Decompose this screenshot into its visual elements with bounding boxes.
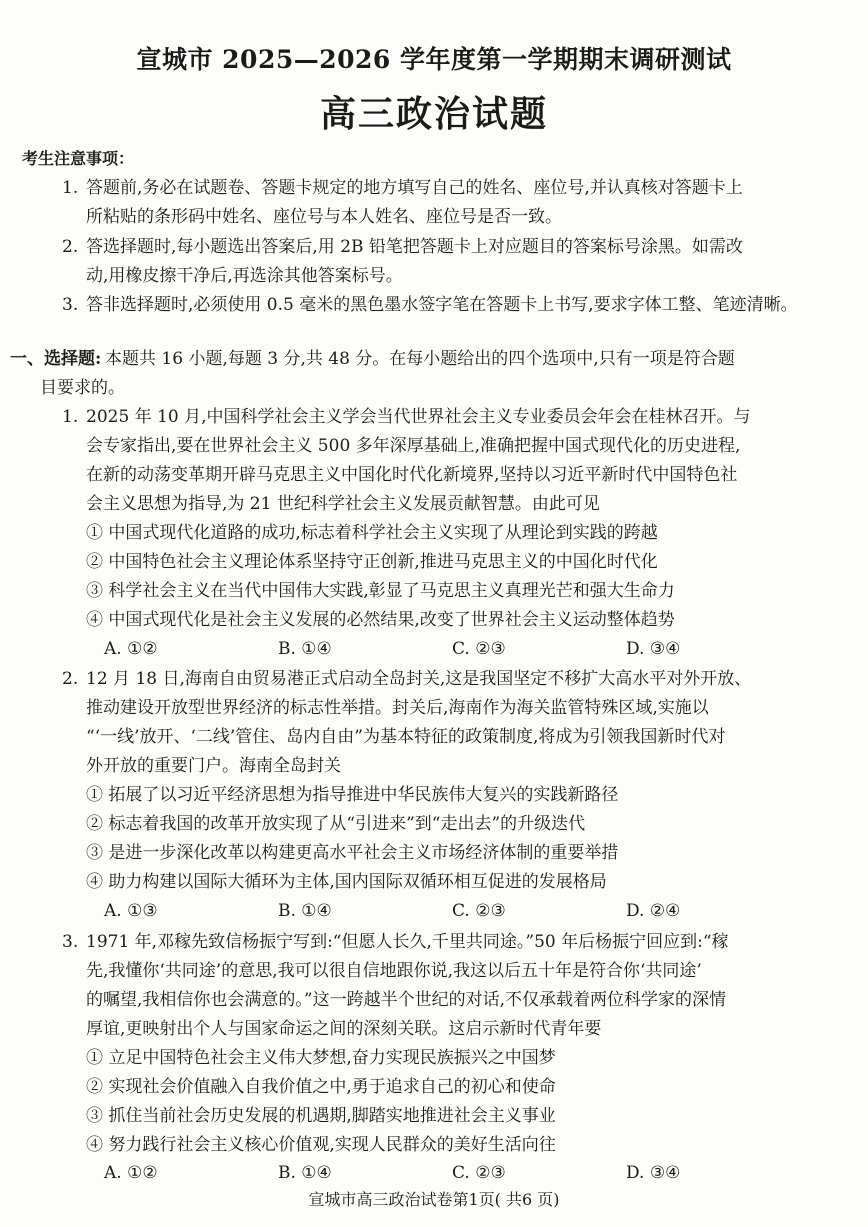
question-stem-line: 厚谊,更映射出个人与国家命运之间的深刻关联。这启示新时代青年要	[86, 1019, 602, 1039]
choice-c: C. ②③	[452, 1163, 506, 1183]
question-stem-line: 先,我懂你‘共同途’的意思,我可以很自信地跟你说,我这以后五十年是符合你‘共同途’	[86, 961, 702, 981]
notice-line: 答非选择题时,必须使用 0.5 毫米的黑色墨水签字笔在答题卡上书写,要求字体工整、笔迹清晰。	[86, 295, 798, 315]
question-number: 2.	[62, 669, 79, 689]
statement: ② 中国特色社会主义理论体系坚持守正创新,推进马克思主义的中国化时代化	[86, 552, 658, 572]
notice-num: 2.	[62, 237, 79, 257]
notice-num: 3.	[62, 295, 79, 315]
question-number: 3.	[62, 932, 79, 952]
statement: ① 拓展了以习近平经济思想为指导推进中华民族伟大复兴的实践新路径	[86, 785, 619, 805]
question-stem-line: 在新的动荡变革期开辟马克思主义中国化时代化新境界,坚持以习近平新时代中国特色社	[86, 465, 738, 485]
choice-d: D. ③④	[626, 1163, 681, 1183]
notice-line: 答题前,务必在试题卷、答题卡规定的地方填写自己的姓名、座位号,并认真核对答题卡上	[86, 178, 743, 198]
question-stem-line: 的嘱望,我相信你也会满意的。”这一跨越半个世纪的对话,不仅承载着两位科学家的深情	[86, 990, 726, 1010]
choice-b: B. ①④	[278, 1163, 332, 1183]
statement: ① 中国式现代化道路的成功,标志着科学社会主义实现了从理论到实践的跨越	[86, 523, 658, 543]
choice-b: B. ①④	[278, 639, 332, 659]
subject-title: 高三政治试题	[319, 93, 548, 135]
choice-c: C. ②③	[452, 639, 506, 659]
statement: ③ 是进一步深化改革以构建更高水平社会主义市场经济体制的重要举措	[86, 843, 619, 863]
exam-title: 宣城市 2025—2026 学年度第一学期期末调研测试	[136, 45, 732, 74]
choice-b: B. ①④	[278, 901, 332, 921]
section-instruction: 本题共 16 小题,每题 3 分,共 48 分。在每小题给出的四个选项中,只有一项是符合题	[105, 349, 735, 369]
notice-line: 答选择题时,每小题选出答案后,用 2B 铅笔把答题卡上对应题目的答案标号涂黑。如需改	[86, 237, 743, 257]
choice-c: C. ②③	[452, 901, 506, 921]
statement: ③ 抓住当前社会历史发展的机遇期,脚踏实地推进社会主义事业	[86, 1106, 556, 1126]
question-stem-line: 12 月 18 日,海南自由贸易港正式启动全岛封关,这是我国坚定不移扩大高水平对外开放、	[86, 669, 752, 689]
notice-line: 动,用橡皮擦干净后,再选涂其他答案标号。	[86, 266, 403, 286]
statement: ② 标志着我国的改革开放实现了从“引进来”到“走出去”的升级迭代	[86, 814, 586, 834]
choice-a: A. ①②	[104, 639, 158, 659]
statement: ④ 助力构建以国际大循环为主体,国内国际双循环相互促进的发展格局	[86, 872, 607, 892]
question-stem-line: 会专家指出,要在世界社会主义 500 多年深厚基础上,准确把握中国式现代化的历史进程,	[86, 436, 741, 456]
question-stem-line: 推动建设开放型世界经济的标志性举措。封关后,海南作为海关监管特殊区域,实施以	[86, 698, 709, 718]
choice-d: D. ③④	[626, 639, 681, 659]
notice-num: 1.	[62, 178, 79, 198]
choice-a: A. ①②	[104, 1163, 158, 1183]
page-footer: 宣城市高三政治试卷第1页( 共6 页)	[308, 1190, 560, 1209]
statement: ④ 中国式现代化是社会主义发展的必然结果,改变了世界社会主义运动整体趋势	[86, 610, 675, 630]
notice-heading: 考生注意事项：	[22, 149, 135, 168]
section-instruction: 目要求的。	[40, 378, 125, 398]
statement: ② 实现社会价值融入自我价值之中,勇于追求自己的初心和使命	[86, 1077, 556, 1097]
question-stem-line: 1971 年,邓稼先致信杨振宁写到:“但愿人长久,千里共同途。”50 年后杨振宁回应到:“稼	[86, 932, 729, 952]
statement: ③ 科学社会主义在当代中国伟大实践,彰显了马克思主义真理光芒和强大生命力	[86, 581, 675, 601]
question-stem-line: 外开放的重要门户。海南全岛封关	[86, 756, 341, 776]
question-stem-line: 2025 年 10 月,中国科学社会主义学会当代世界社会主义专业委员会年会在桂林召开。与	[86, 407, 751, 427]
choice-a: A. ①③	[104, 901, 158, 921]
section-label: 一、选择题:	[10, 349, 102, 369]
statement: ④ 努力践行社会主义核心价值观,实现人民群众的美好生活向往	[86, 1135, 556, 1155]
choice-d: D. ②④	[626, 901, 681, 921]
question-number: 1.	[62, 407, 79, 427]
statement: ① 立足中国特色社会主义伟大梦想,奋力实现民族振兴之中国梦	[86, 1048, 556, 1068]
question-stem-line: 会主义思想为指导,为 21 世纪科学社会主义发展贡献智慧。由此可见	[86, 494, 600, 514]
question-stem-line: “‘一线’放开、‘二线’管住、岛内自由”为基本特征的政策制度,将成为引领我国新时代对	[86, 727, 726, 747]
notice-line: 所粘贴的条形码中姓名、座位号与本人姓名、座位号是否一致。	[86, 207, 562, 227]
